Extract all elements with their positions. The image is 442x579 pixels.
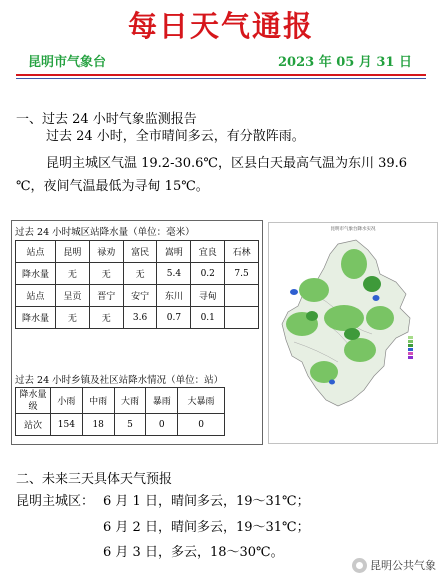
rain-light-area <box>341 249 367 279</box>
table-cell: 18 <box>82 414 114 436</box>
table-cell: 嵩明 <box>157 241 191 263</box>
table-cell: 7.5 <box>225 263 259 285</box>
precipitation-box <box>11 220 263 445</box>
table-cell: 无 <box>56 307 90 329</box>
table-cell: 0.1 <box>191 307 225 329</box>
table-cell: 降水量级 <box>16 388 51 414</box>
table-row <box>16 388 225 414</box>
section2-heading: 二、未来三天具体天气预报 <box>16 472 173 487</box>
table-cell: 站点 <box>16 241 56 263</box>
table-cell: 无 <box>56 263 90 285</box>
rain-heavy-spot <box>290 289 298 295</box>
table-cell: 寻甸 <box>191 285 225 307</box>
table-cell: 3.6 <box>123 307 157 329</box>
table-cell: 晋宁 <box>89 285 123 307</box>
report-date: 2023 年 05 月 31 日 <box>278 55 412 70</box>
forecast-day3: 6 月 3 日，多云，18～30℃。 <box>103 545 284 560</box>
precipitation-map-graphic <box>268 222 438 444</box>
rain-moderate-area <box>344 328 360 340</box>
table-cell: 5 <box>114 414 146 436</box>
table-cell: 降水量 <box>16 263 56 285</box>
header-divider-blue <box>16 78 426 79</box>
table-cell-empty <box>225 285 259 307</box>
table-cell: 小雨 <box>51 388 83 414</box>
table1-caption: 过去 24 小时城区站降水量（单位：毫米） <box>15 227 195 238</box>
table-cell: 无 <box>89 263 123 285</box>
rain-light-area <box>344 338 376 362</box>
section1-temperature: 昆明主城区气温 19.2-30.6℃，区县白天最高气温为东川 39.6 <box>46 156 408 171</box>
rain-light-area <box>299 278 329 302</box>
table-row <box>16 307 259 329</box>
section1-temperature-cont: ℃，夜间气温最低为寻甸 15℃。 <box>16 179 209 194</box>
station-precip-table <box>15 240 259 329</box>
table-cell-empty <box>225 307 259 329</box>
rain-heavy-spot <box>373 295 380 301</box>
table-cell: 154 <box>51 414 83 436</box>
township-precip-table <box>15 387 225 436</box>
rain-light-area <box>324 305 364 331</box>
table-cell: 无 <box>89 307 123 329</box>
watermark <box>352 557 436 573</box>
forecast-day2: 6 月 2 日，晴间多云，19～31℃； <box>103 520 310 535</box>
map-title: 昆明市气象台降水实况 <box>330 227 376 232</box>
table-cell: 0 <box>178 414 225 436</box>
table-row <box>16 241 259 263</box>
table-cell: 0 <box>146 414 178 436</box>
table-cell: 站次 <box>16 414 51 436</box>
rain-heavy-spot <box>329 380 335 385</box>
table-cell: 禄劝 <box>89 241 123 263</box>
table-cell: 大暴雨 <box>178 388 225 414</box>
header-divider-red <box>16 74 426 76</box>
watermark-text: 昆明公共气象 <box>370 559 436 572</box>
table-cell: 暴雨 <box>146 388 178 414</box>
table-cell: 无 <box>123 263 157 285</box>
table-cell: 5.4 <box>157 263 191 285</box>
rain-moderate-area <box>363 276 381 292</box>
table-cell: 宜良 <box>191 241 225 263</box>
table-cell: 石林 <box>225 241 259 263</box>
table-cell: 0.7 <box>157 307 191 329</box>
table-cell: 东川 <box>157 285 191 307</box>
table2-caption: 过去 24 小时乡镇及社区站降水情况（单位：站） <box>15 375 224 386</box>
issuer-name: 昆明市气象台 <box>28 55 107 70</box>
wechat-icon <box>352 558 367 573</box>
table-cell: 大雨 <box>114 388 146 414</box>
table-cell: 昆明 <box>56 241 90 263</box>
report-title: 每日天气通报 <box>127 9 314 43</box>
forecast-area-label: 昆明主城区： <box>16 494 95 509</box>
table-cell: 降水量 <box>16 307 56 329</box>
section1-heading: 一、过去 24 小时气象监测报告 <box>16 112 197 127</box>
rain-light-area <box>310 361 338 383</box>
table-cell: 0.2 <box>191 263 225 285</box>
table-row <box>16 414 225 436</box>
section1-summary: 过去 24 小时，全市晴间多云，有分散阵雨。 <box>46 129 305 144</box>
rain-light-area <box>366 306 394 330</box>
table-cell: 安宁 <box>123 285 157 307</box>
table-row <box>16 285 259 307</box>
table-cell: 中雨 <box>82 388 114 414</box>
table-cell: 站点 <box>16 285 56 307</box>
table-cell: 富民 <box>123 241 157 263</box>
table-row <box>16 263 259 285</box>
table-cell: 呈贡 <box>56 285 90 307</box>
rain-moderate-area <box>306 311 318 321</box>
precipitation-map <box>268 222 438 444</box>
forecast-day1: 6 月 1 日，晴间多云，19～31℃； <box>103 494 310 509</box>
